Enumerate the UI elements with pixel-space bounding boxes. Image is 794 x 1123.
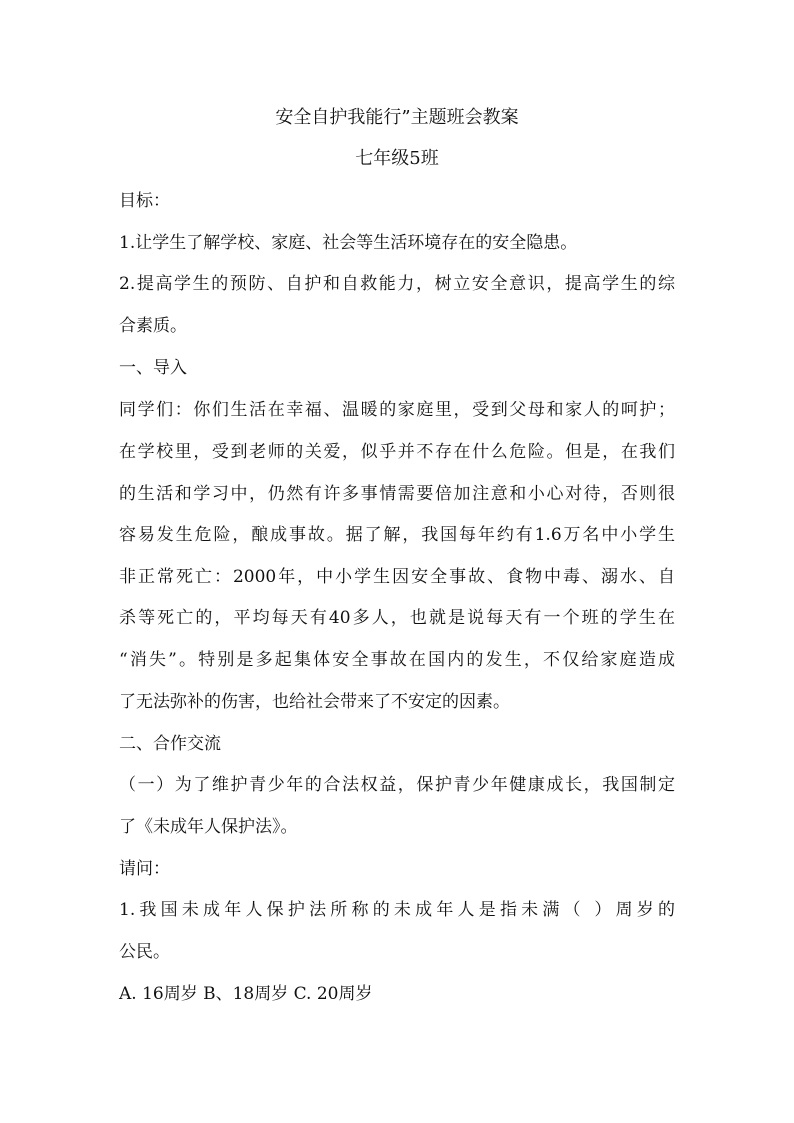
intro-paragraph-line: 的生活和学习中，仍然有许多事情需要倍加注意和小心对待，否则很 (119, 484, 675, 504)
intro-paragraph-line: 非正常死亡：2000年，中小学生因安全事故、食物中毒、溺水、自 (119, 567, 675, 587)
class-name: 七年级5班 (355, 148, 439, 169)
question-1-line-1: 1.我国未成年人保护法所称的未成年人是指未满（ ）周岁的 (119, 900, 675, 920)
section-2-heading: 二、合作交流 (119, 734, 221, 754)
intro-paragraph-line: 了无法弥补的伤害，也给社会带来了不安定的因素。 (119, 692, 510, 712)
document-title: 安全自护我能行”主题班会教案 (275, 107, 519, 128)
intro-paragraph-line: “消失”。特别是多起集体安全事故在国内的发生，不仅给家庭造成 (119, 650, 675, 670)
question-label: 请问： (119, 859, 170, 879)
question-1-line-2: 公民。 (119, 942, 170, 962)
goal-2-line-2: 合素质。 (119, 316, 187, 336)
intro-paragraph-line: 杀等死亡的，平均每天有40多人，也就是说每天有一个班的学生在 (119, 608, 675, 628)
section-1-heading: 一、导入 (119, 358, 187, 378)
intro-paragraph-line: 容易发生危险，酿成事故。据了解，我国每年约有1.6万名中小学生 (119, 525, 675, 545)
goal-2-line-1: 2.提高学生的预防、自护和自救能力，树立安全意识，提高学生的综 (119, 274, 675, 294)
intro-paragraph-line: 在学校里，受到老师的关爱，似乎并不存在什么危险。但是，在我们 (119, 442, 675, 462)
intro-paragraph-line: 同学们：你们生活在幸福、温暖的家庭里，受到父母和家人的呵护； (119, 400, 675, 420)
goal-1: 1.让学生了解学校、家庭、社会等生活环境存在的安全隐患。 (119, 233, 578, 253)
law-paragraph-line-2: 了《未成年人保护法》。 (119, 817, 298, 837)
question-1-options: A. 16周岁 B、18周岁 C. 20周岁 (119, 984, 373, 1004)
goals-heading: 目标： (119, 191, 170, 211)
law-paragraph-line-1: （一）为了维护青少年的合法权益，保护青少年健康成长，我国制定 (119, 775, 675, 795)
